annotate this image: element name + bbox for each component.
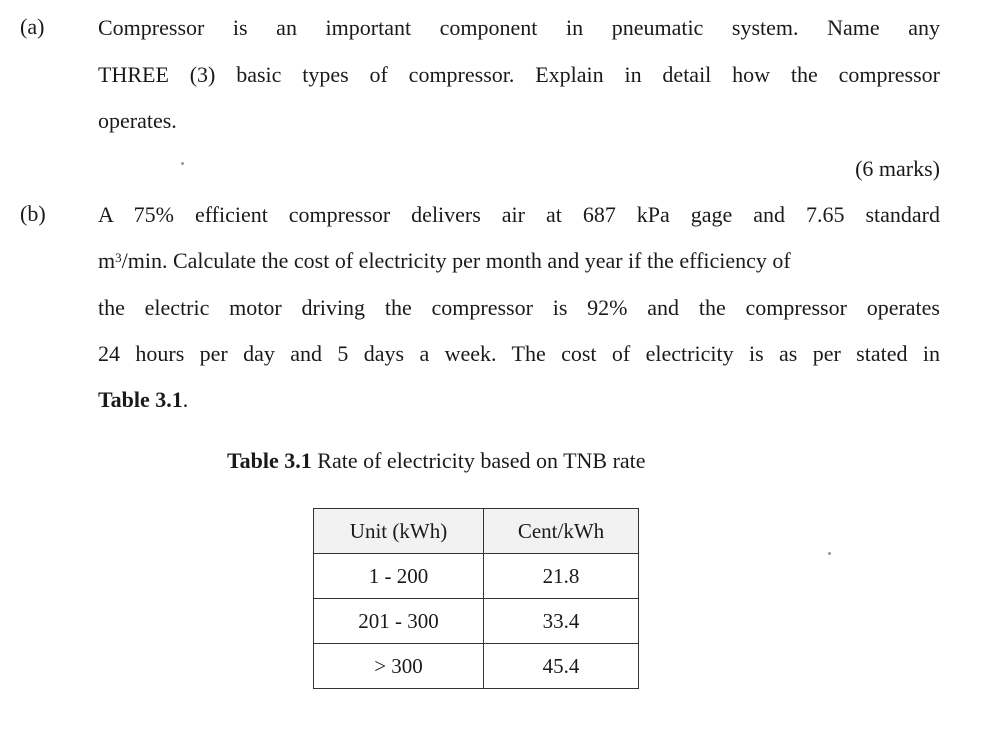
cell-unit: 201 - 300 [314, 599, 484, 644]
part-b-line-2-sup: 3 [115, 250, 122, 265]
cell-rate: 21.8 [484, 554, 639, 599]
part-a-line-1: Compressor is an important component in pneumatic system. Name any [98, 15, 940, 40]
part-b-line-4: 24 hours per day and 5 days a week. The cost of electricity is as per stated in [98, 341, 940, 366]
part-a-line-3: operates. [98, 108, 177, 133]
table-reference: Table 3.1 [98, 387, 183, 412]
header-unit: Unit (kWh) [314, 509, 484, 554]
part-a-label: (a) [20, 14, 45, 39]
table-row [314, 644, 639, 689]
table-header-row [314, 509, 639, 554]
table-caption-label: Table 3.1 [227, 448, 312, 473]
part-a-marks: (6 marks) [855, 156, 940, 181]
cell-unit: 1 - 200 [314, 554, 484, 599]
cell-rate: 45.4 [484, 644, 639, 689]
header-rate: Cent/kWh [484, 509, 639, 554]
cell-rate: 33.4 [484, 599, 639, 644]
part-b-line-2-unit: m [98, 248, 116, 273]
part-b-line-3: the electric motor driving the compressor is 92% and the compressor operates [98, 295, 940, 320]
part-b-line-2 [98, 247, 940, 275]
scan-speck [828, 552, 831, 555]
table-row [314, 554, 639, 599]
scan-speck [181, 162, 184, 165]
table-row [314, 599, 639, 644]
part-b-label: (b) [20, 201, 46, 226]
table-reference-suffix: . [182, 387, 189, 412]
table-caption-text: Rate of electricity based on TNB rate [311, 448, 646, 473]
part-b-line-5 [98, 386, 940, 414]
part-b-line-2-text: /min. Calculate the cost of electricity per month and year if the efficiency of [121, 248, 791, 273]
electricity-rate-table [313, 508, 639, 689]
part-a-line-2: THREE (3) basic types of compressor. Explain in detail how the compressor [98, 62, 940, 87]
cell-unit: > 300 [314, 644, 484, 689]
table-caption [227, 448, 646, 474]
part-b-line-1: A 75% efficient compressor delivers air at 687 kPa gage and 7.65 standard [98, 202, 940, 227]
